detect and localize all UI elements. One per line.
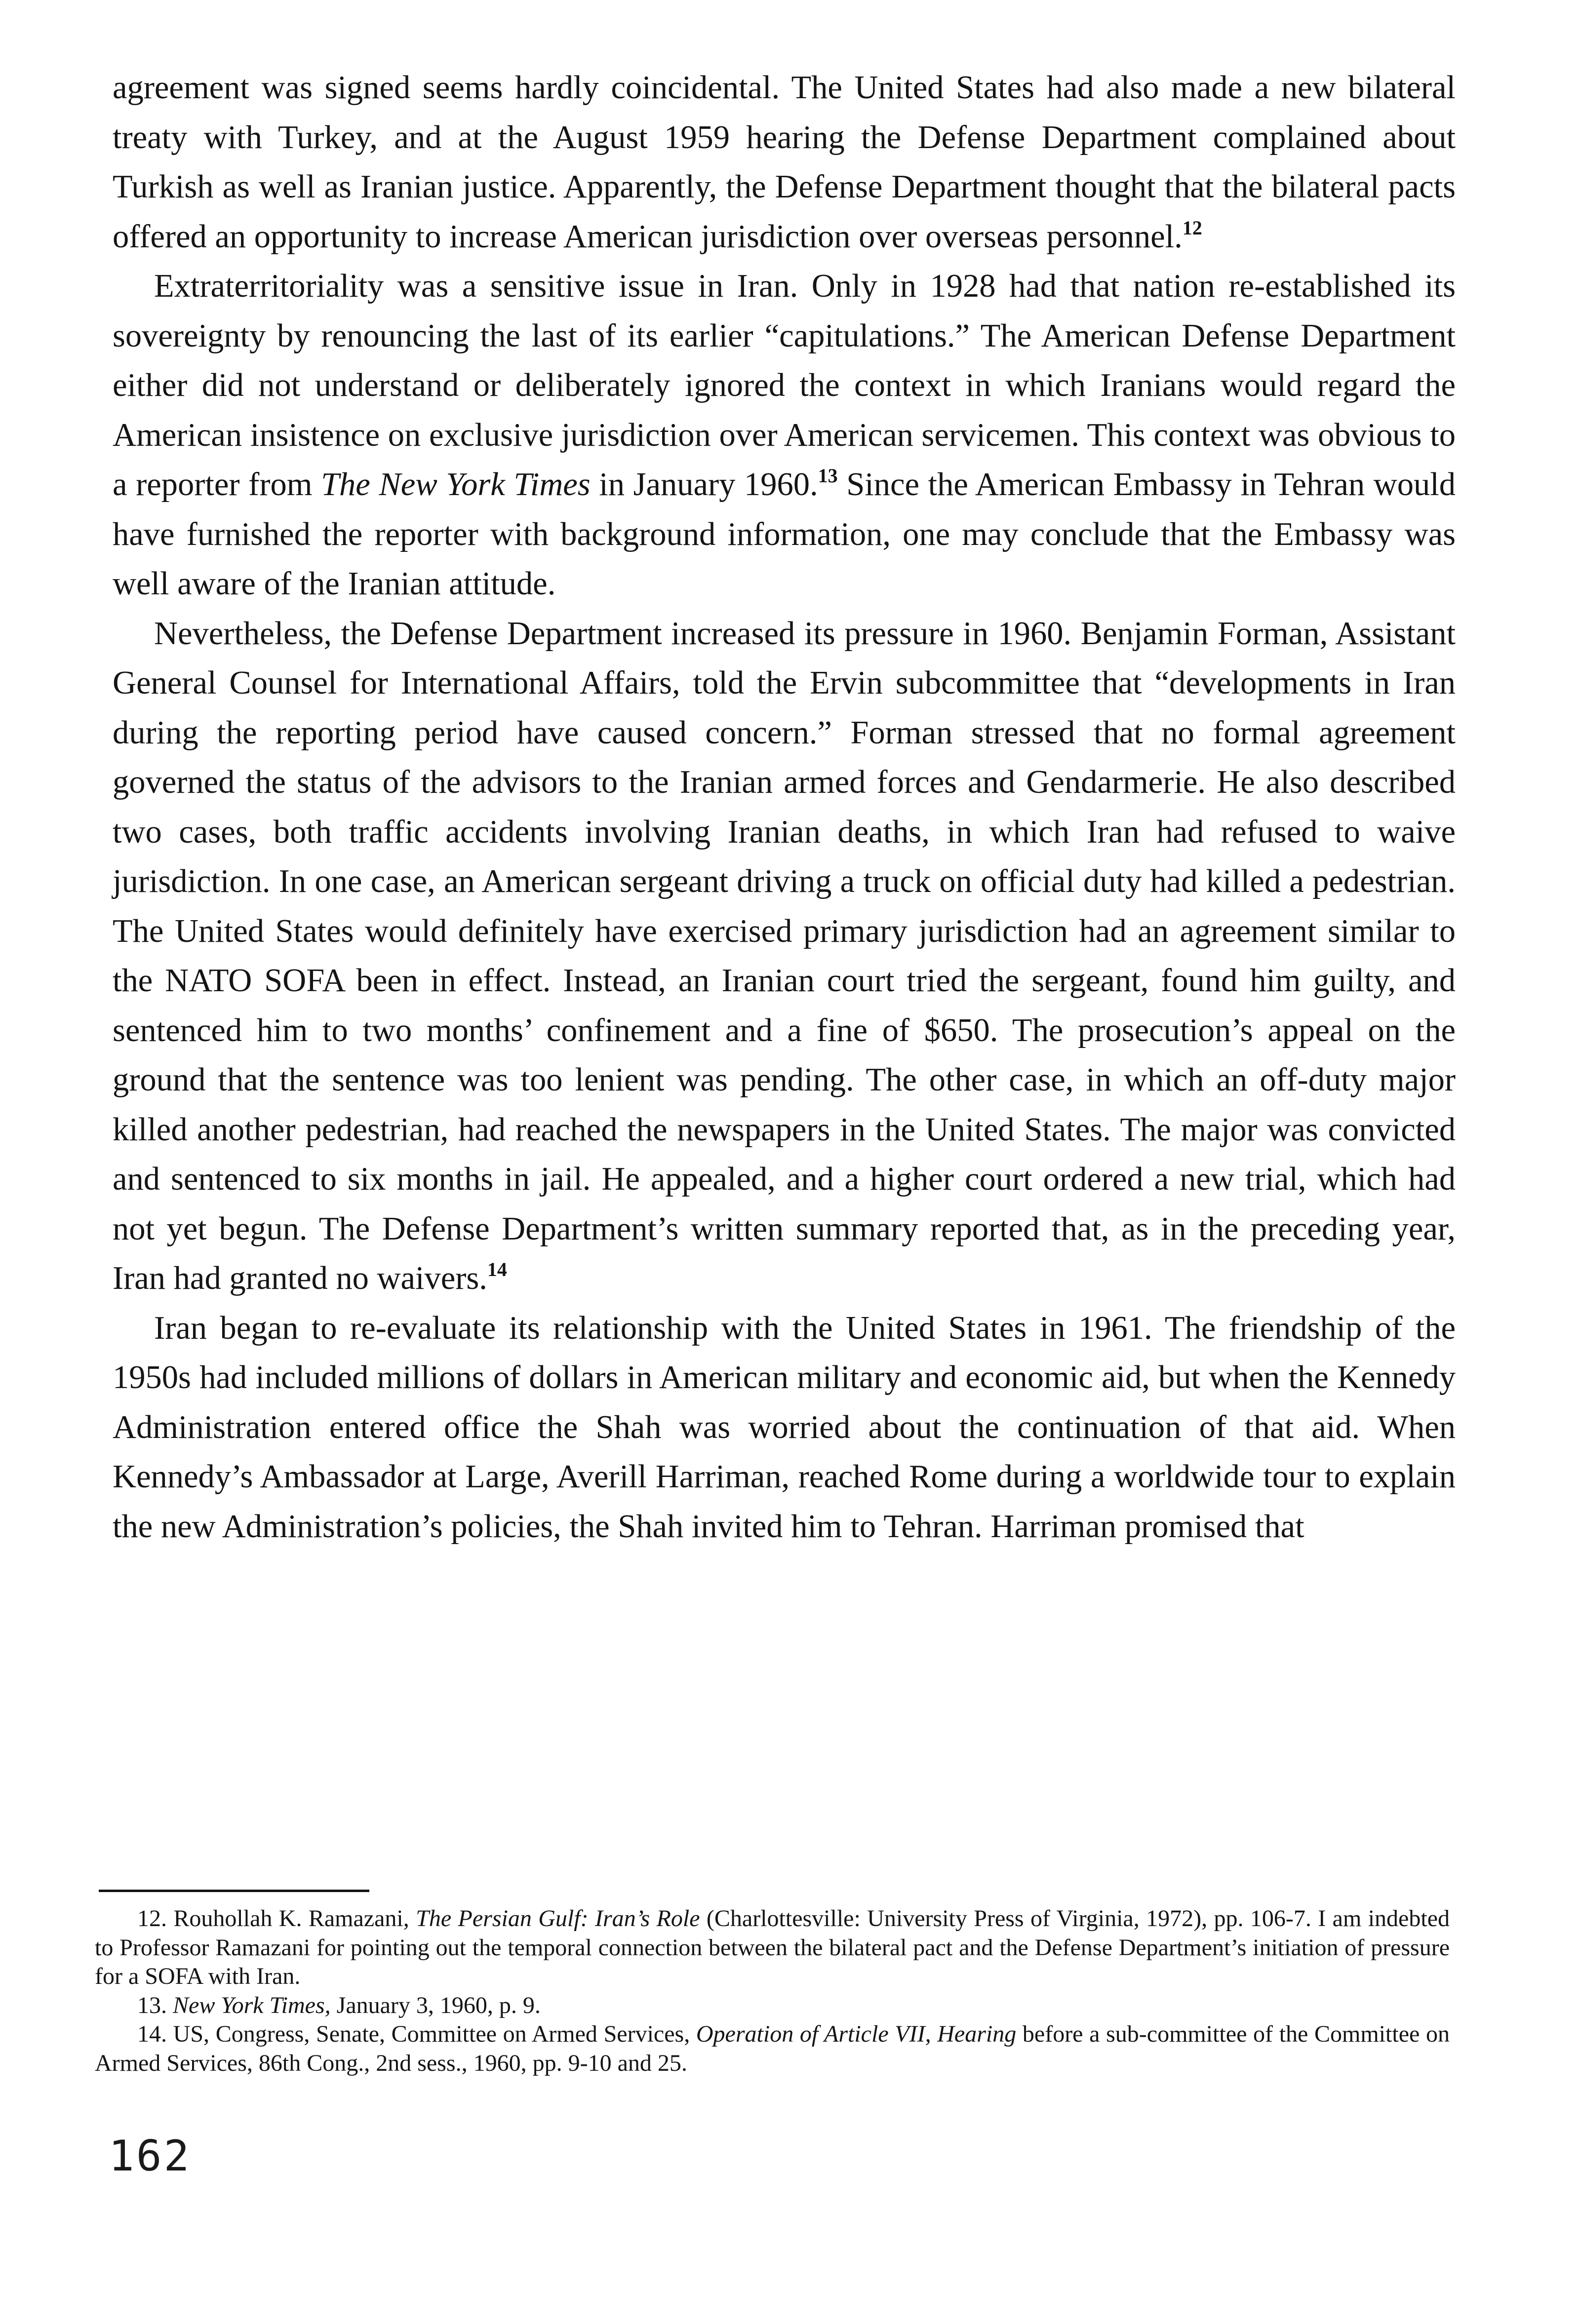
paragraph-4: Iran began to re-evaluate its relationship with the United States in 1961. The friendship of the 1950s had included millions of dollars in American military and economic aid, but when the Kennedy Administration entered office the Shah was worried about the continuation of that aid. When Kennedy’s Ambassador at Large, Averill Harriman, reached Rome during a worldwide tour to explain the new Administration’s policies, the Shah invited him to Tehran. Harriman promised that <box>113 1310 1456 1545</box>
paragraph-2: Extraterritoriality was a sensitive issue in Iran. Only in 1928 had that nation re-established its sovereignty by renouncing the last of its earlier “capitulations.” The American Defense Department either did not understand or deliberately ignored the context in which Iranians would regard the American insistence on exclusive jurisdiction over American servicemen. This context was obvious to a reporter from The New York Times in January 1960.13 Since the American Embassy in Tehran would have furnished the reporter with background information, one may conclude that the Embassy was well aware of the Iranian attitude. <box>113 268 1456 602</box>
page-number: 162 <box>109 2131 192 2181</box>
footnote-13: 13. New York Times, January 3, 1960, p. 9. <box>137 1992 541 2018</box>
footnote-12: 12. Rouhollah K. Ramazani, The Persian Gulf: Iran’s Role (Charlottesville: University Press of Virginia, 1972), pp. 106-7. I am indebted to Professor Ramazani for pointing out the temporal connection between the bilateral pact and the Defense Department’s initiation of pressure for a SOFA with Iran. <box>95 1905 1450 1989</box>
footnote-ref-12: 12 <box>1182 216 1202 239</box>
footnote-ref-13: 13 <box>818 465 838 487</box>
body-text <box>113 63 1456 1551</box>
paragraph-1: agreement was signed seems hardly coincidental. The United States had also made a new bilateral treaty with Turkey, and at the August 1959 hearing the Defense Department complained about Turkish as well as Iranian justice. Apparently, the Defense Department thought that the bilateral pacts offered an opportunity to increase American jurisdiction over overseas personnel.$^{12}$ <box>113 70 1456 255</box>
newspaper-title: The New York Times <box>321 466 591 503</box>
footnote-14: 14. US, Congress, Senate, Committee on Armed Services, Operation of Article VII, Hearing before a sub-committee of the Committee on Armed Services, 86th Cong., 2nd sess., 1960, pp. 9-10 and 25. <box>95 2021 1450 2076</box>
footnote-divider <box>99 1890 369 1892</box>
footnotes <box>95 1904 1450 2078</box>
footnote-ref-14: 14 <box>487 1258 507 1280</box>
paragraph-3: Nevertheless, the Defense Department increased its pressure in 1960. Benjamin Forman, Assistant General Counsel for International Affairs, told the Ervin subcommittee that “developments in Iran during the reporting period have caused concern.” Forman stressed that no formal agreement governed the status of the advisors to the Iranian armed forces and Gendarmerie. He also described two cases, both traffic accidents involving Iranian deaths, in which Iran had refused to waive jurisdiction. In one case, an American sergeant driving a truck on official duty had killed a pedestrian. The United States would definitely have exercised primary jurisdiction had an agreement similar to the NATO SOFA been in effect. Instead, an Iranian court tried the sergeant, found him guilty, and sentenced him to two months’ confinement and a fine of $650. The prosecution’s appeal on the ground that the sentence was too lenient was pending. The other case, in which an off-duty major killed another pedestrian, had reached the newspapers in the United States. The major was convicted and sentenced to six months in jail. He appealed, and a higher court ordered a new trial, which had not yet begun. The Defense Department’s written summary reported that, as in the preceding year, Iran had granted no waivers.$^{14}$ <box>113 615 1456 1296</box>
